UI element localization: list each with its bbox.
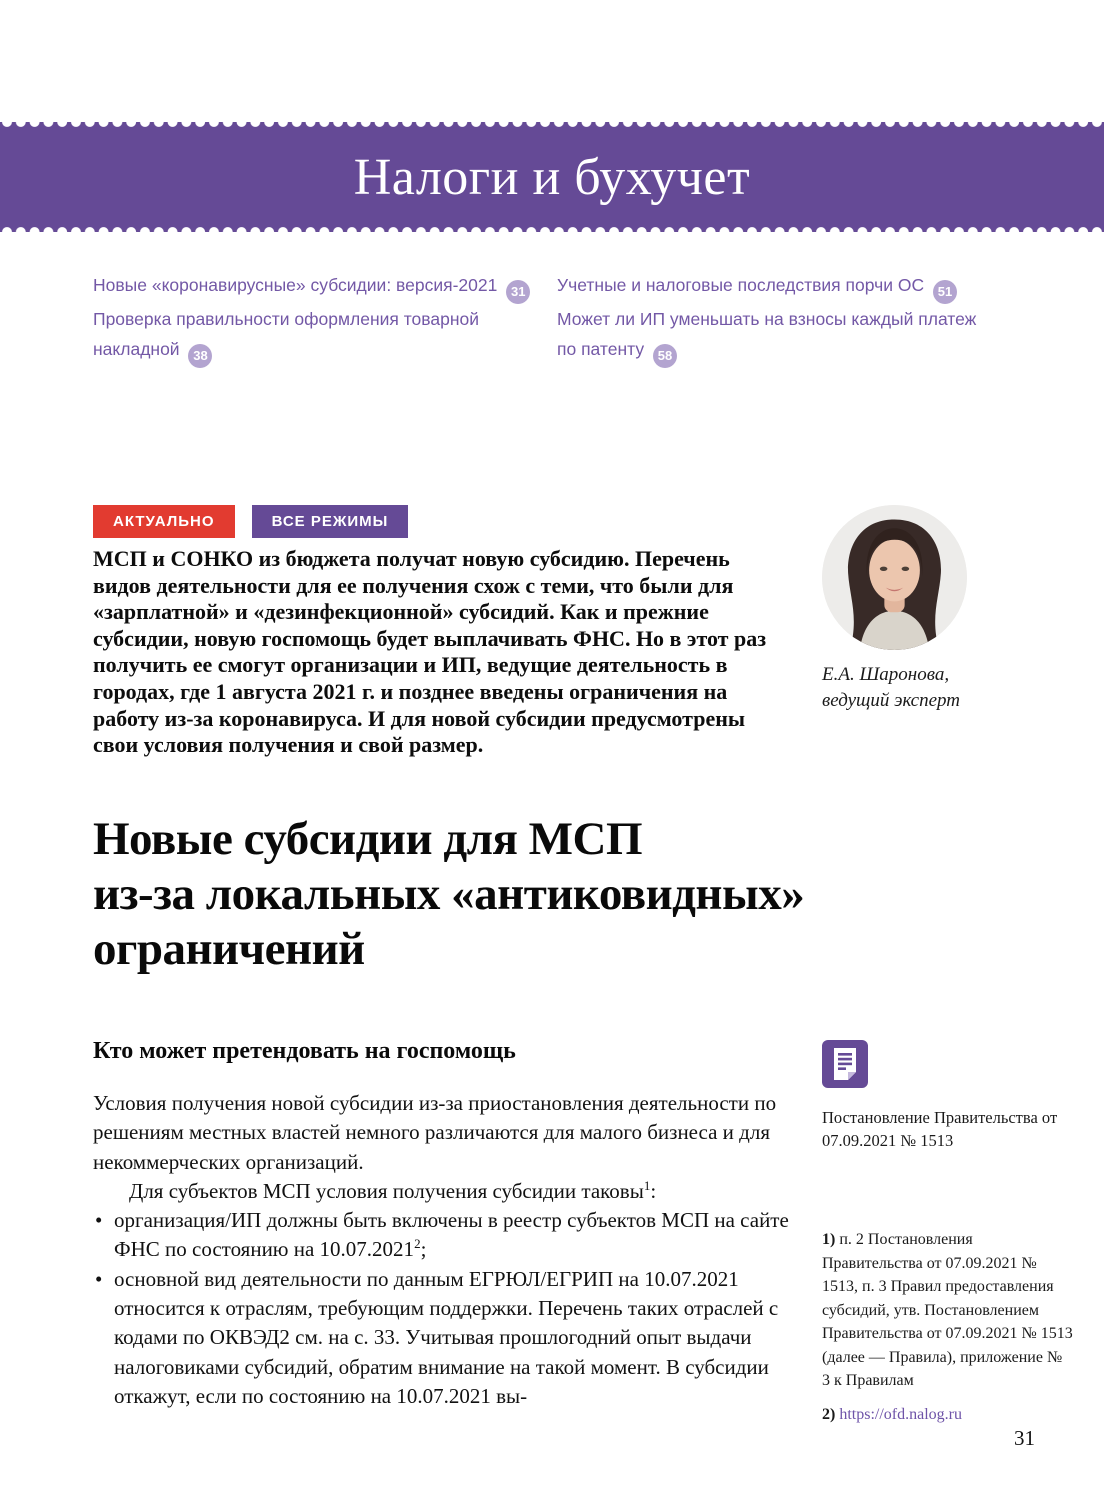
article-title: Новые субсидии для МСП из-за локальных «антиковидных» ограничений [93,813,805,975]
toc-item-label: Может ли ИП уменьшать на взносы каждый платеж по патенту [557,309,977,359]
banner-perforation-bottom [0,220,1104,232]
author-name: Е.А. Шаронова, [822,664,950,685]
toc-item-label: Новые «коронавирусные» субсидии: версия-2021 [93,275,498,295]
article-tags [93,505,408,538]
footnote-link[interactable]: https://ofd.nalog.ru [839,1405,962,1423]
author-photo [822,505,967,650]
list-item: • основной вид деятельности по данным ЕГРЮЛ/ЕГРИП на 10.07.2021 относится к отраслям, требующим поддержки. Перечень таких отраслей с кодами по ОКВЭД2 см. на с. 33. Учитывая прошлогодний опыт выдачи налоговиками субсидий, обратим внимание на такой момент. В субсидии откажут, если по состоянию на 10.07.2021 вы- [93,1265,793,1411]
tag-actual: АКТУАЛЬНО [93,505,235,538]
lead-paragraph: МСП и СОНКО из бюджета получат новую субсидию. Перечень видов деятельности для ее получения схож с теми, что были для «зарплатной» и «дезинфекционной» субсидий. Как и прежние субсидии, новую госпомощь будет выплачивать ФНС. Но в этот раз получить ее смогут организации и ИП, ведущие деятельность в городах, где 1 августа 2021 г. и позднее введены ограничения на работу из-за коронавируса. И для новой субсидии предусмотрены свои условия получения и свой размер. [93,546,767,758]
table-of-contents [93,270,1023,368]
footnote-marker: 2 [414,1236,421,1252]
toc-column-right [557,270,1003,368]
page-number: 31 [1014,1426,1035,1450]
author-block [822,505,1062,714]
sidebar-reference: Постановление Правительства от 07.09.2021 № 1513 [822,1108,1058,1150]
banner-perforation-top [0,122,1104,134]
toc-item-subsidies-2021[interactable] [93,270,533,304]
toc-column-left [93,270,557,368]
toc-item-invoice-check[interactable] [93,304,533,368]
toc-page-badge[interactable]: 38 [188,344,212,368]
toc-page-badge[interactable]: 58 [653,344,677,368]
footnotes [822,1228,1074,1426]
toc-item-label: Проверка правильности оформления товарной накладной [93,309,480,359]
body-paragraph: Для субъектов МСП условия получения субсидии таковы$^1$: [129,1177,657,1203]
toc-item-label: Учетные и налоговые последствия порчи ОС [557,275,925,295]
section-heading: Кто может претендовать на госпомощь [93,1038,516,1064]
toc-item-os-damage[interactable] [557,270,997,304]
conditions-list [93,1206,793,1411]
footnote-marker: 1 [643,1177,651,1193]
toc-page-badge[interactable]: 31 [506,280,530,304]
tag-all-regimes: ВСЕ РЕЖИМЫ [252,505,409,538]
toc-page-badge[interactable]: 51 [933,280,957,304]
article-body [93,1038,793,1411]
document-icon [822,1040,868,1088]
body-paragraph: Условия получения новой субсидии из-за приостановления деятельности по решениям местных властей немного различаются для малого бизнеса и для некоммерческих организаций. [93,1091,777,1174]
list-item: • организация/ИП должны быть включены в реестр субъектов МСП на сайте ФНС по состоянию на 10.07.2021$^2$; [93,1206,793,1265]
sidebar [822,1040,1074,1436]
section-title: Налоги и бухучет [353,148,751,206]
author-role: ведущий эксперт [822,690,960,711]
toc-item-patent-payments[interactable] [557,304,997,368]
footnote-1: 1) п. 2 Постановления Правительства от 07.09.2021 № 1513, п. 3 Правил предоставления субсидий, утв. Постановлением Правительства от 07.09.2021 № 1513 (далее — Правила), приложение № 3 к Правилам [822,1231,1073,1389]
author-portrait-illustration [822,505,967,650]
footnote-2: 2) https://ofd.nalog.ru [822,1405,962,1423]
section-banner [0,122,1104,232]
